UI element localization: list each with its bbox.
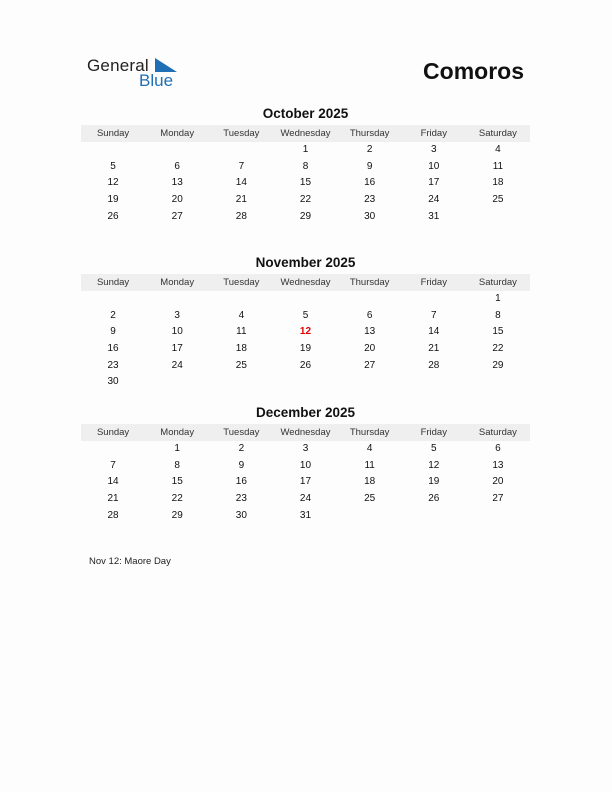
week-row (81, 358, 530, 375)
day-cell: 26 (428, 493, 440, 505)
day-cell: 14 (107, 476, 119, 488)
day-cell: 17 (299, 476, 312, 488)
weekday-label: Thursday (349, 277, 390, 288)
day-cell: 6 (366, 309, 373, 321)
day-cell: 23 (235, 493, 247, 505)
day-cell: 1 (174, 443, 180, 454)
logo-text-general: General (87, 56, 149, 75)
day-cell: 5 (110, 160, 116, 172)
weekday-header (81, 274, 530, 291)
week-row (81, 324, 530, 341)
day-cell: 13 (364, 326, 376, 338)
day-cell: 19 (428, 476, 440, 488)
day-cell: 10 (428, 160, 440, 172)
day-cell: 12 (299, 326, 312, 338)
weekday-label: Tuesday (223, 427, 260, 438)
empty-day-cell (338, 291, 402, 308)
day-cell: 29 (299, 210, 312, 222)
month-grid (81, 142, 530, 225)
empty-day-cell (81, 142, 145, 159)
empty-day-cell (466, 374, 530, 391)
empty-day-cell (338, 508, 402, 525)
day-cell: 27 (171, 210, 183, 222)
day-cell: 26 (107, 210, 119, 222)
day-cell: 16 (364, 177, 376, 189)
day-cell: 31 (428, 210, 440, 222)
day-cell: 2 (110, 309, 116, 321)
empty-day-cell (466, 209, 530, 226)
day-cell: 8 (495, 309, 501, 321)
week-row (81, 474, 530, 491)
day-cell: 30 (364, 210, 376, 222)
day-cell: 18 (364, 476, 376, 488)
day-cell: 2 (366, 144, 373, 155)
weekday-label: Friday (420, 427, 447, 438)
day-cell: 26 (299, 359, 312, 371)
day-cell: 14 (428, 326, 440, 338)
weekday-label: Saturday (478, 128, 517, 139)
month-title: December 2025 (255, 405, 356, 420)
day-cell: 18 (492, 177, 504, 189)
holiday-notes (89, 556, 171, 567)
day-cell: 3 (174, 309, 180, 321)
week-row (81, 192, 530, 209)
day-cell: 11 (492, 160, 504, 172)
empty-day-cell (273, 374, 337, 391)
day-cell: 10 (171, 326, 183, 338)
weekday-label: Saturday (478, 427, 517, 438)
weekday-header (81, 125, 530, 142)
day-cell: 21 (235, 194, 247, 206)
day-cell: 25 (492, 194, 504, 206)
day-cell: 9 (366, 160, 373, 172)
day-cell: 27 (364, 359, 376, 371)
day-cell: 29 (171, 509, 183, 521)
weekday-label: Monday (160, 277, 195, 288)
country-title: Comoros (423, 58, 524, 84)
month-december (81, 404, 530, 524)
month-grid (81, 441, 530, 524)
day-cell: 16 (235, 476, 247, 488)
weekday-label: Tuesday (223, 128, 260, 139)
day-cell: 20 (492, 476, 504, 488)
month-title: October 2025 (262, 106, 349, 121)
day-cell: 10 (299, 459, 312, 471)
weekday-label: Sunday (96, 427, 130, 438)
month-october (81, 105, 530, 225)
month-grid (81, 291, 530, 391)
month-title: November 2025 (255, 255, 356, 270)
weekday-label: Sunday (96, 128, 130, 139)
day-cell: 7 (238, 160, 245, 172)
day-cell: 15 (171, 476, 183, 488)
week-row (81, 458, 530, 475)
week-row (81, 209, 530, 226)
day-cell: 28 (428, 359, 440, 371)
logo-flag-icon (155, 58, 177, 72)
day-cell: 19 (107, 194, 119, 206)
day-cell: 30 (107, 376, 119, 388)
weekday-label: Saturday (478, 277, 517, 288)
day-cell: 3 (302, 443, 309, 454)
empty-day-cell (209, 291, 273, 308)
day-cell: 11 (236, 326, 247, 338)
day-cell: 27 (492, 493, 504, 505)
weekday-label: Thursday (349, 427, 390, 438)
empty-day-cell (145, 291, 209, 308)
week-row (81, 441, 530, 458)
day-cell: 4 (495, 144, 501, 155)
day-cell: 28 (235, 210, 247, 222)
day-cell: 4 (238, 309, 245, 321)
day-cell: 11 (364, 459, 375, 471)
day-cell: 18 (235, 343, 247, 355)
day-cell: 14 (235, 177, 247, 189)
weekday-label: Tuesday (223, 277, 260, 288)
week-row (81, 508, 530, 525)
day-cell: 25 (235, 359, 247, 371)
weekday-label: Monday (160, 128, 195, 139)
day-cell: 5 (302, 309, 309, 321)
weekday-label: Wednesday (280, 427, 331, 438)
day-cell: 25 (364, 493, 376, 505)
empty-day-cell (338, 374, 402, 391)
day-cell: 5 (430, 443, 437, 454)
week-row (81, 159, 530, 176)
day-cell: 24 (171, 359, 183, 371)
empty-day-cell (402, 508, 466, 525)
holiday-note: Nov 12: Maore Day (89, 556, 171, 567)
day-cell: 16 (107, 343, 119, 355)
week-row (81, 291, 530, 308)
week-row (81, 491, 530, 508)
weekday-label: Monday (160, 427, 195, 438)
day-cell: 7 (110, 459, 116, 471)
weekday-label: Thursday (349, 128, 390, 139)
day-cell: 20 (171, 194, 183, 206)
day-cell: 21 (107, 493, 119, 505)
weekday-header (81, 424, 530, 441)
day-cell: 8 (174, 459, 180, 471)
day-cell: 9 (110, 326, 116, 338)
day-cell: 21 (428, 343, 440, 355)
day-cell: 20 (364, 343, 376, 355)
day-cell: 17 (171, 343, 183, 355)
day-cell: 28 (107, 509, 119, 521)
day-cell: 9 (238, 459, 245, 471)
day-cell: 4 (366, 443, 373, 454)
empty-day-cell (273, 291, 337, 308)
weekday-label: Friday (420, 128, 447, 139)
empty-day-cell (81, 291, 145, 308)
logo-text-blue: Blue (139, 71, 174, 90)
day-cell: 22 (492, 343, 504, 355)
week-row (81, 175, 530, 192)
day-cell: 29 (492, 359, 504, 371)
day-cell: 24 (428, 194, 440, 206)
day-cell: 31 (299, 509, 312, 521)
empty-day-cell (209, 374, 273, 391)
weekday-label: Friday (420, 277, 447, 288)
empty-day-cell (402, 291, 466, 308)
day-cell: 1 (495, 293, 501, 304)
day-cell: 17 (428, 177, 440, 189)
day-cell: 23 (107, 359, 119, 371)
day-cell: 6 (174, 160, 180, 172)
day-cell: 22 (299, 194, 312, 206)
empty-day-cell (209, 142, 273, 159)
day-cell: 19 (299, 343, 312, 355)
empty-day-cell (145, 374, 209, 391)
day-cell: 24 (299, 493, 312, 505)
day-cell: 1 (302, 144, 309, 155)
week-row (81, 142, 530, 159)
generalblue-logo (87, 56, 187, 92)
week-row (81, 341, 530, 358)
day-cell: 12 (428, 459, 440, 471)
day-cell: 3 (430, 144, 437, 155)
day-cell: 12 (107, 177, 119, 189)
day-cell: 30 (235, 509, 247, 521)
weekday-label: Sunday (96, 277, 130, 288)
day-cell: 15 (492, 326, 504, 338)
empty-day-cell (81, 441, 145, 458)
day-cell: 7 (430, 309, 437, 321)
day-cell: 13 (171, 177, 183, 189)
day-cell: 22 (171, 493, 183, 505)
day-cell: 2 (238, 443, 245, 454)
month-november (81, 254, 530, 391)
empty-day-cell (145, 142, 209, 159)
weekday-label: Wednesday (280, 277, 331, 288)
day-cell: 6 (495, 443, 501, 454)
empty-day-cell (402, 374, 466, 391)
weekday-label: Wednesday (280, 128, 331, 139)
week-row (81, 308, 530, 325)
day-cell: 13 (492, 459, 504, 471)
day-cell: 23 (364, 194, 376, 206)
day-cell: 15 (299, 177, 312, 189)
empty-day-cell (466, 508, 530, 525)
day-cell: 8 (302, 160, 309, 172)
week-row (81, 374, 530, 391)
